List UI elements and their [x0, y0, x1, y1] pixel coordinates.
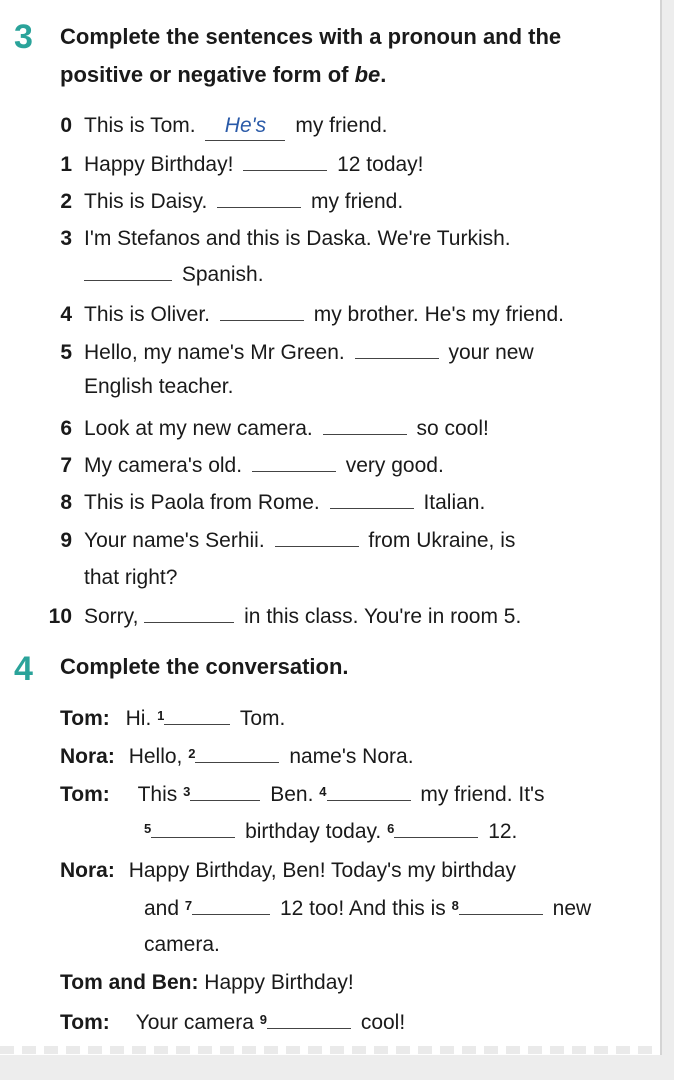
sentence-text-a: This is Paola from Rome.	[84, 491, 320, 514]
sentence-text-a: Hello, my name's Mr Green.	[84, 341, 345, 364]
answer-blank[interactable]	[243, 150, 327, 171]
answer-blank[interactable]	[394, 817, 478, 838]
answer-blank[interactable]	[144, 602, 234, 623]
sentence-text-a: My camera's old.	[84, 454, 243, 477]
dialogue-line-8	[60, 969, 354, 997]
answer-blank[interactable]	[217, 187, 301, 208]
dialogue-text: name's Nora.	[289, 745, 414, 768]
dialogue-text: birthday today.	[245, 820, 382, 843]
item-number: 3	[60, 227, 72, 250]
dialogue-text: cool!	[360, 1011, 406, 1034]
sentence-text-b: very good.	[345, 454, 444, 477]
dialogue-line-1	[60, 704, 285, 733]
dialogue-text: and	[144, 897, 180, 920]
speaker-label: Tom:	[60, 1011, 110, 1034]
dialogue-text: Hi.	[125, 707, 152, 730]
gap-number: 3	[183, 784, 191, 799]
sentence-7	[46, 451, 444, 480]
sentence-text-a: This is Tom.	[84, 114, 196, 137]
sentence-3-continued	[84, 260, 264, 289]
answer-blank[interactable]	[355, 338, 439, 359]
exercise-4-number: 4	[14, 650, 33, 688]
sentence-text-a: This is Daisy.	[84, 190, 208, 213]
item-number: 8	[60, 491, 72, 514]
sentence-text-a: Happy Birthday!	[84, 153, 234, 176]
speaker-label: Tom and Ben:	[60, 971, 199, 994]
speaker-label: Tom:	[60, 707, 110, 730]
sentence-text-b: in this class. You're in room 5.	[244, 605, 522, 628]
sentence-9	[46, 526, 515, 555]
answer-blank[interactable]	[192, 894, 270, 915]
dialogue-line-4	[144, 817, 517, 846]
answer-blank[interactable]	[267, 1008, 351, 1029]
sentence-text-a: This is Oliver.	[84, 303, 211, 326]
sentence-0	[46, 112, 388, 141]
example-answer: He's	[205, 112, 285, 141]
item-number: 6	[60, 417, 72, 440]
sentence-9-continued: that right?	[84, 566, 178, 589]
sentence-text-a: Sorry,	[84, 605, 139, 628]
item-number: 2	[60, 190, 72, 213]
gap-number: 5	[144, 821, 152, 836]
dialogue-line-9	[60, 1008, 405, 1037]
answer-blank[interactable]	[327, 780, 411, 801]
item-number: 7	[60, 454, 72, 477]
item-number: 10	[48, 605, 72, 628]
dialogue-line-2	[60, 742, 414, 771]
item-number: 4	[60, 303, 72, 326]
answer-blank[interactable]	[275, 526, 359, 547]
answer-blank[interactable]	[84, 260, 172, 281]
speaker-label: Nora:	[60, 745, 115, 768]
speaker-label: Tom:	[60, 783, 110, 806]
exercise-3-title-be: be	[354, 62, 381, 87]
dialogue-text: This	[137, 783, 178, 806]
dialogue-line-6	[144, 894, 591, 923]
dialogue-line-7: camera.	[144, 933, 220, 956]
sentence-text-b: Italian.	[423, 491, 486, 514]
dialogue-text: Hello,	[128, 745, 183, 768]
sentence-text-b: my friend.	[310, 190, 404, 213]
sentence-5-continued: English teacher.	[84, 375, 234, 398]
answer-blank[interactable]	[151, 817, 235, 838]
dialogue-text: my friend. It's	[420, 783, 545, 806]
answer-blank[interactable]	[252, 451, 336, 472]
item-number: 5	[60, 341, 72, 364]
dialogue-line-5	[60, 857, 516, 885]
sentence-6	[46, 414, 489, 443]
exercise-3-title-line1: Complete the sentences with a pronoun and the	[60, 24, 562, 49]
gap-number: 8	[451, 898, 459, 913]
gap-number: 4	[319, 784, 327, 799]
sentence-8	[46, 488, 485, 517]
sentence-4	[46, 300, 564, 329]
dialogue-text: 12.	[488, 820, 518, 843]
answer-blank[interactable]	[459, 894, 543, 915]
answer-blank[interactable]	[220, 300, 304, 321]
sentence-text-b: 12 today!	[337, 153, 424, 176]
exercise-3-title-line2: positive or negative form of	[60, 62, 355, 87]
sentence-1	[46, 150, 424, 179]
exercise-3-title-period: .	[380, 62, 387, 87]
item-number: 1	[60, 153, 72, 176]
answer-blank[interactable]	[164, 704, 230, 725]
gap-number: 9	[259, 1012, 267, 1027]
dialogue-text: Tom.	[239, 707, 286, 730]
exercise-4-title: Complete the conversation.	[60, 654, 349, 679]
sentence-text-b: my brother. He's my friend.	[313, 303, 564, 326]
exercise-3-number: 3	[14, 18, 33, 56]
sentence-text-b: so cool!	[416, 417, 489, 440]
gap-number: 7	[184, 898, 193, 913]
sentence-text-a: Look at my new camera.	[84, 417, 313, 440]
gap-number: 1	[157, 708, 165, 723]
dialogue-text: Happy Birthday, Ben! Today's my birthday	[128, 859, 516, 882]
dialogue-line-3	[60, 780, 545, 809]
sentence-2	[46, 187, 403, 216]
answer-blank[interactable]	[190, 780, 260, 801]
sentence-5	[46, 338, 534, 367]
answer-blank[interactable]	[195, 742, 279, 763]
page-bottom-edge	[0, 1046, 660, 1054]
gap-number: 2	[188, 746, 196, 761]
exercise-3-instructions	[60, 18, 650, 94]
dialogue-text: 12 too! And this is	[279, 897, 446, 920]
sentence-3	[46, 225, 511, 253]
sentence-text-a: Your name's Serhii.	[84, 529, 265, 552]
sentence-text-b: my friend.	[295, 114, 388, 137]
dialogue-text: Ben.	[270, 783, 314, 806]
dialogue-text: Happy Birthday!	[204, 971, 354, 994]
answer-blank[interactable]	[330, 488, 414, 509]
sentence-10	[34, 602, 521, 631]
gap-number: 6	[387, 821, 395, 836]
sentence-text-b: your new	[448, 341, 534, 364]
speaker-label: Nora:	[60, 859, 115, 882]
item-number: 9	[60, 529, 72, 552]
answer-blank[interactable]	[323, 414, 407, 435]
sentence-text-a: I'm Stefanos and this is Daska. We're Turkish.	[84, 227, 511, 250]
dialogue-text: Your camera	[135, 1011, 254, 1034]
sentence-text-b: Spanish.	[181, 263, 264, 286]
sentence-text-b: from Ukraine, is	[368, 529, 516, 552]
item-number: 0	[60, 114, 72, 137]
dialogue-text: new	[552, 897, 592, 920]
